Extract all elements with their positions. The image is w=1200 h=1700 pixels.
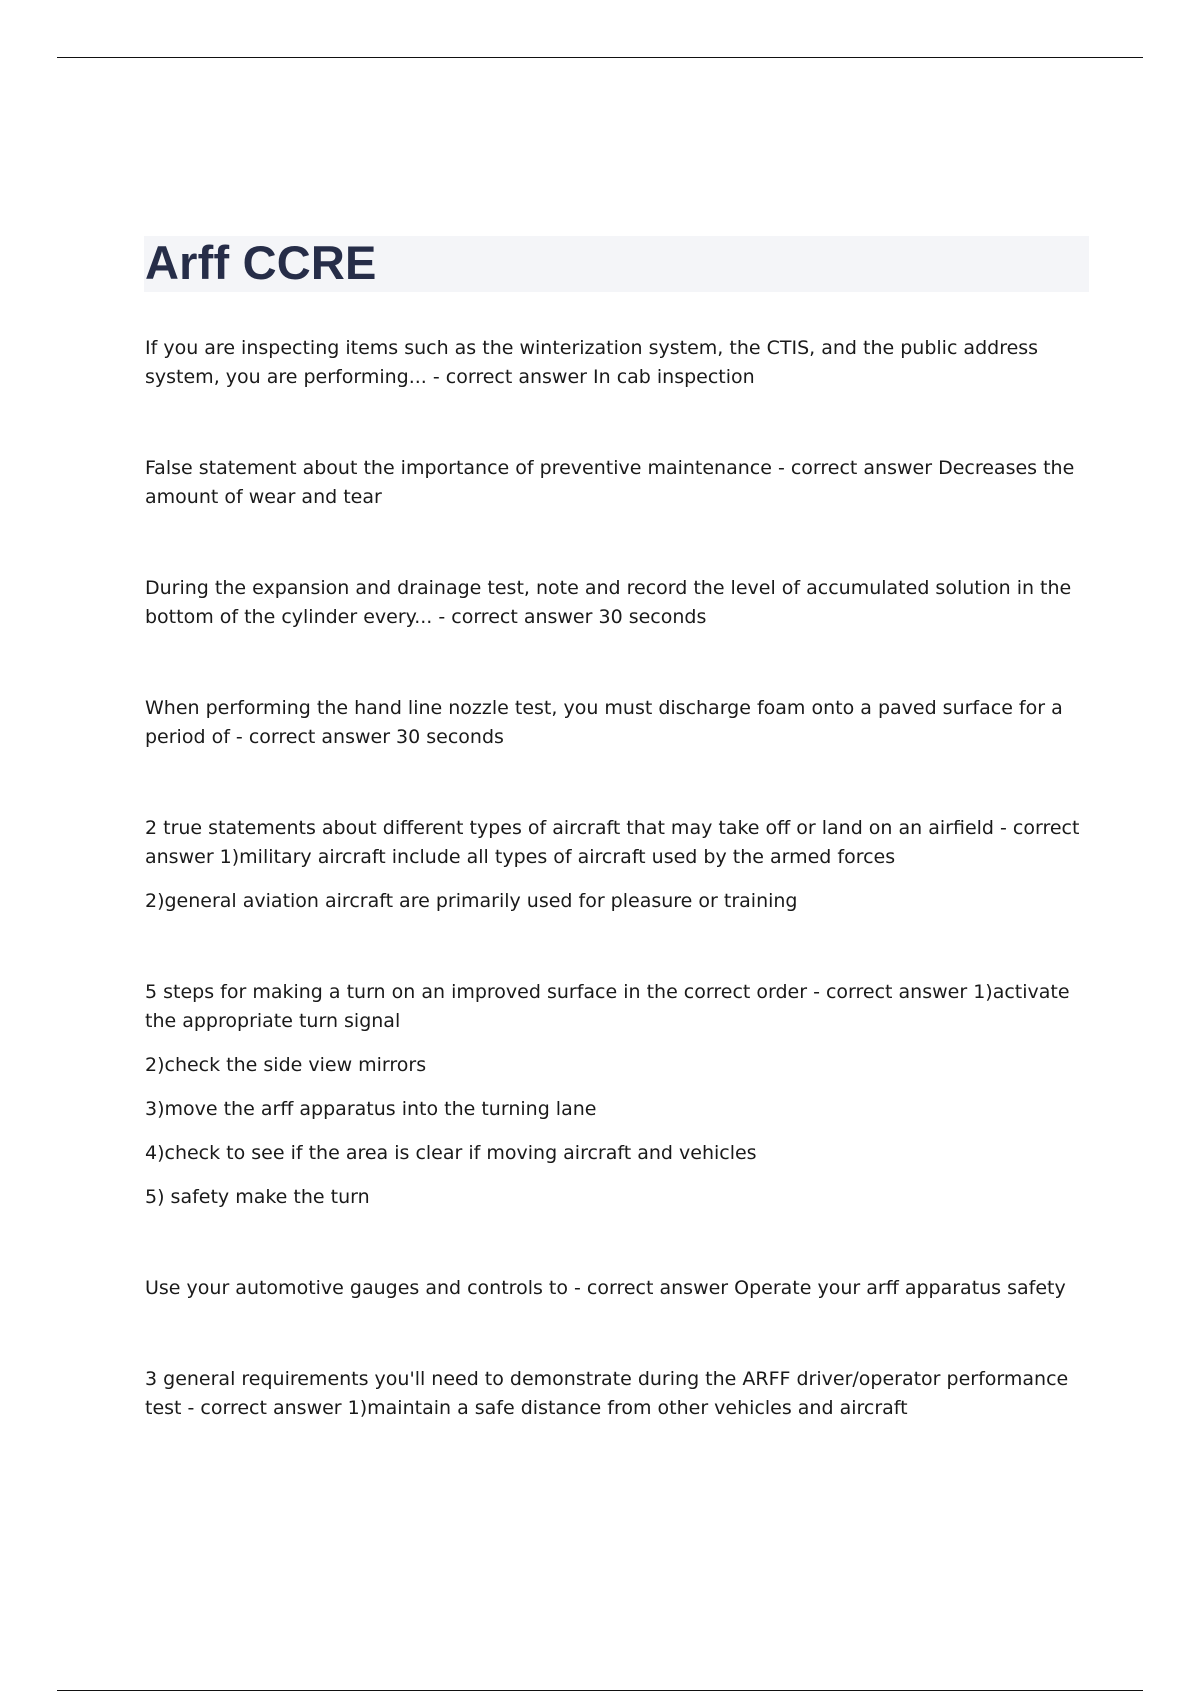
top-rule (57, 57, 1143, 58)
qa-text: Use your automotive gauges and controls to - correct answer Operate your arff apparatus safety (145, 1277, 1066, 1299)
qa-entry-7 (145, 1274, 1095, 1303)
qa-text: 2 true statements about different types of aircraft that may take off or land on an airfield - correct answer 1)military aircraft include all types of aircraft used by the armed forces (145, 817, 1080, 868)
bottom-rule (57, 1690, 1143, 1691)
qa-entry-6 (145, 978, 1095, 1212)
qa-text: During the expansion and drainage test, note and record the level of accumulated solution in the bottom of the cylinder every... - correct answer 30 seconds (145, 577, 1072, 628)
qa-entry-3 (145, 574, 1095, 632)
qa-text: When performing the hand line nozzle test, you must discharge foam onto a paved surface for a period of - correct answer 30 seconds (145, 697, 1063, 748)
qa-text: 3 general requirements you'll need to demonstrate during the ARFF driver/operator performance test - correct answer 1)maintain a safe distance from other vehicles and aircraft (145, 1368, 1069, 1419)
qa-continuation: 5) safety make the turn (145, 1186, 370, 1208)
qa-entry-4 (145, 694, 1095, 752)
qa-entry-8 (145, 1365, 1095, 1423)
document-title: Arff CCRE (145, 236, 377, 289)
qa-entry-5 (145, 814, 1095, 916)
qa-entry-2 (145, 454, 1095, 512)
qa-text: If you are inspecting items such as the winterization system, the CTIS, and the public address system, you are performing... - correct answer In cab inspection (145, 337, 1039, 388)
qa-continuation: 2)general aviation aircraft are primarily used for pleasure or training (145, 890, 798, 912)
qa-text: 5 steps for making a turn on an improved surface in the correct order - correct answer 1)activate the appropriate turn signal (145, 981, 1070, 1032)
qa-continuation: 3)move the arff apparatus into the turning lane (145, 1098, 597, 1120)
qa-entry-1 (145, 334, 1095, 392)
qa-continuation: 2)check the side view mirrors (145, 1054, 427, 1076)
qa-text: False statement about the importance of preventive maintenance - correct answer Decreases the amount of wear and tear (145, 457, 1075, 508)
qa-list (145, 334, 1095, 1423)
qa-continuation: 4)check to see if the area is clear if moving aircraft and vehicles (145, 1142, 757, 1164)
